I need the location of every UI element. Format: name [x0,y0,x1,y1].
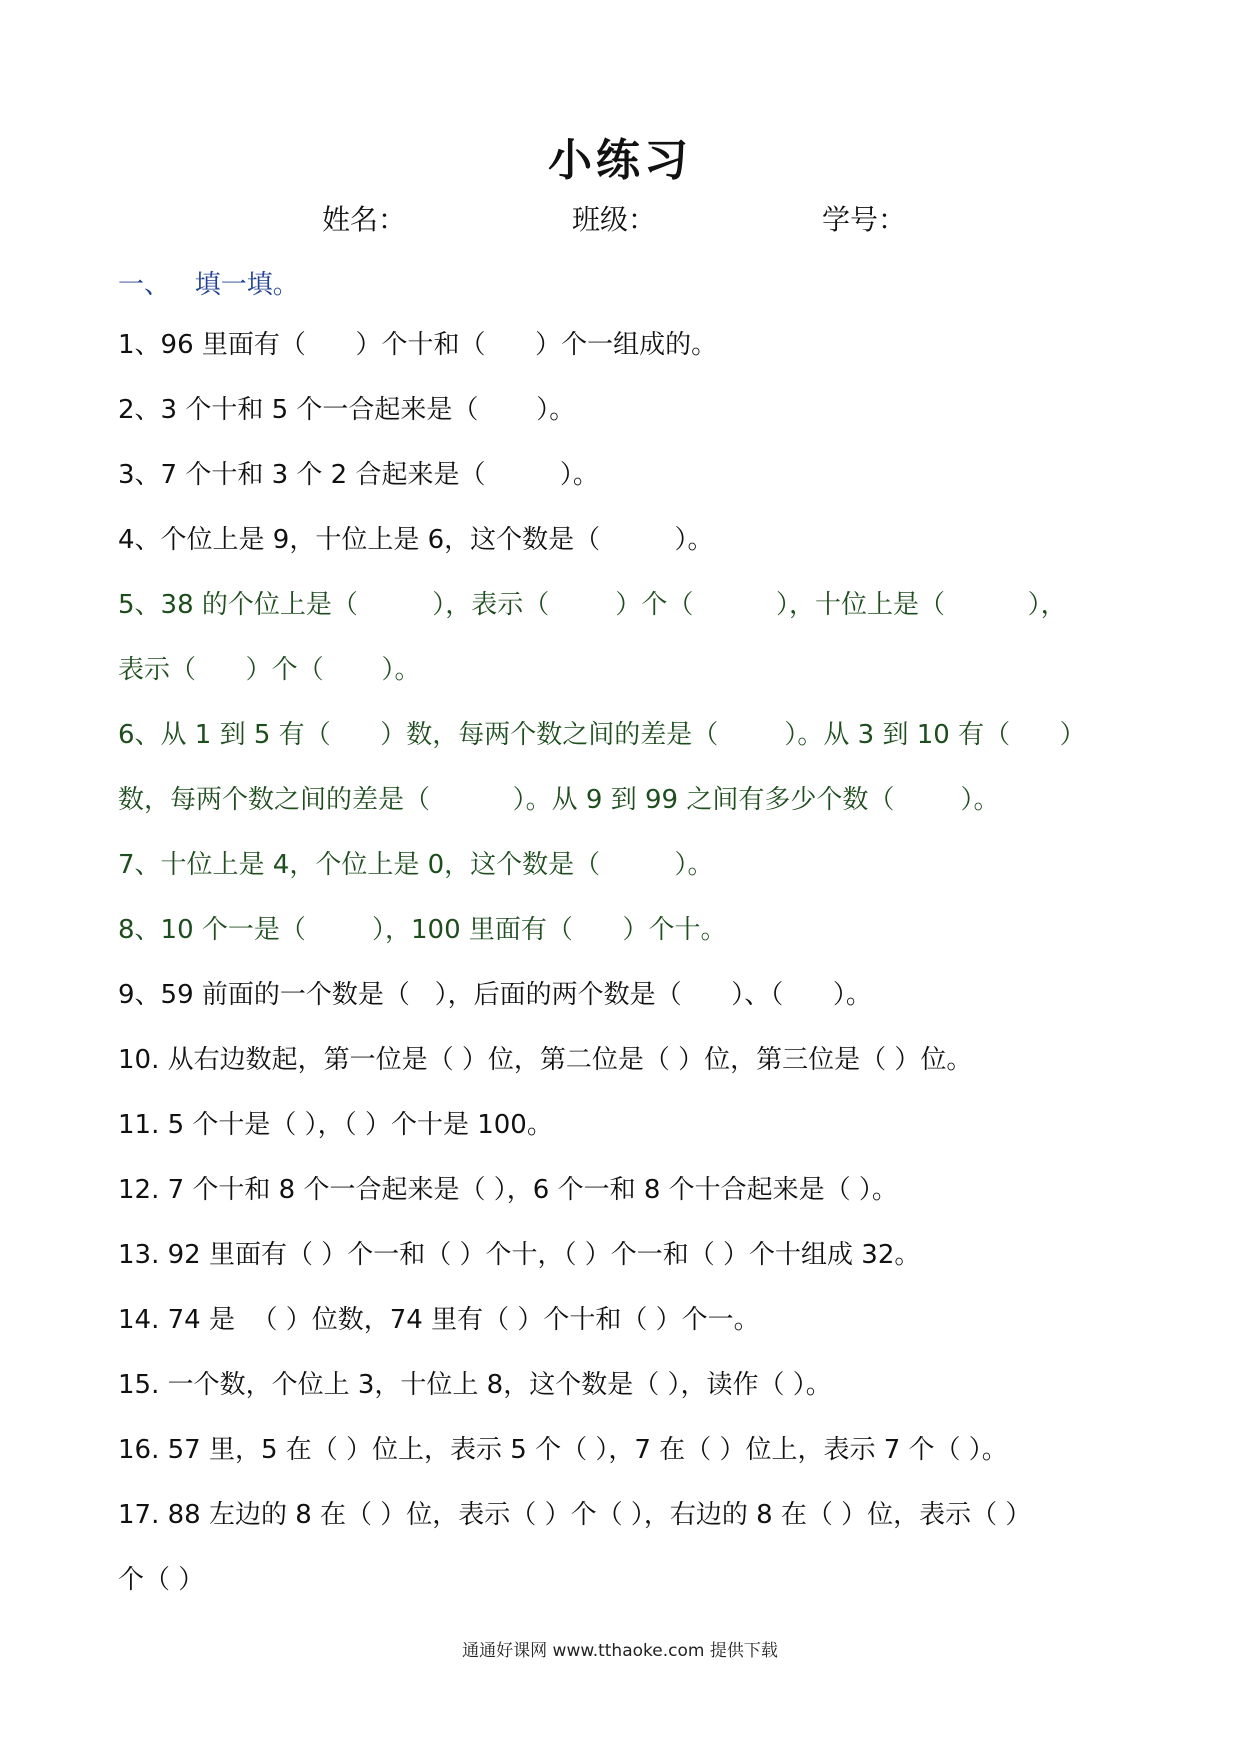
question-10: 10. 从右边数起，第一位是（ ）位，第二位是（ ）位，第三位是（ ）位。 [118,1045,973,1075]
question-9: 9、59 前面的一个数是（ ），后面的两个数是（ ）、（ ）。 [118,980,872,1010]
question-5: 5、38 的个位上是（ ），表示（ ）个（ ），十位上是（ ）， [118,590,1067,620]
question-4: 4、个位上是 9，十位上是 6，这个数是（ ）。 [118,525,714,555]
student-number-label: 学号： [822,203,907,236]
question-6: 6、从 1 到 5 有（ ）数，每两个数之间的差是（ ）。从 3 到 10 有（ ） [118,720,1086,750]
question-14: 14. 74 是 （ ）位数，74 里有（ ）个十和（ ）个一。 [118,1305,760,1335]
question-12: 12. 7 个十和 8 个一合起来是（ ），6 个一和 8 个十合起来是（ ）。 [118,1175,898,1205]
question-6-continued: 数，每两个数之间的差是（ ）。从 9 到 99 之间有多少个数（ ）。 [118,785,1000,815]
question-11: 11. 5 个十是（ ），（ ）个十是 100。 [118,1110,553,1140]
question-1: 1、96 里面有（ ）个十和（ ）个一组成的。 [118,330,718,360]
question-17-continued: 个（ ） [118,1565,205,1595]
question-2: 2、3 个十和 5 个一合起来是（ ）。 [118,395,576,425]
question-17: 17. 88 左边的 8 在（ ）位，表示（ ）个（ ），右边的 8 在（ ）位，表示（ ） [118,1500,1032,1530]
question-13: 13. 92 里面有（ ）个一和（ ）个十，（ ）个一和（ ）个十组成 32。 [118,1240,921,1270]
class-label: 班级： [572,203,657,236]
question-5-continued: 表示（ ）个（ ）。 [118,655,421,685]
footer-credit: 通通好课网 www.tthaoke.com 提供下载 [462,1641,778,1661]
section-heading: 一、 填一填。 [118,270,299,300]
question-16: 16. 57 里，5 在（ ）位上，表示 5 个（ ），7 在（ ）位上，表示 7 个（ ）。 [118,1435,1008,1465]
question-8: 8、10 个一是（ ），100 里面有（ ）个十。 [118,915,727,945]
name-label: 姓名： [322,203,407,236]
question-7: 7、十位上是 4，个位上是 0，这个数是（ ）。 [118,850,714,880]
question-15: 15. 一个数，个位上 3，十位上 8，这个数是（ ），读作（ ）。 [118,1370,832,1400]
page-title: 小练习 [548,135,692,186]
question-3: 3、7 个十和 3 个 2 合起来是（ ）。 [118,460,599,490]
